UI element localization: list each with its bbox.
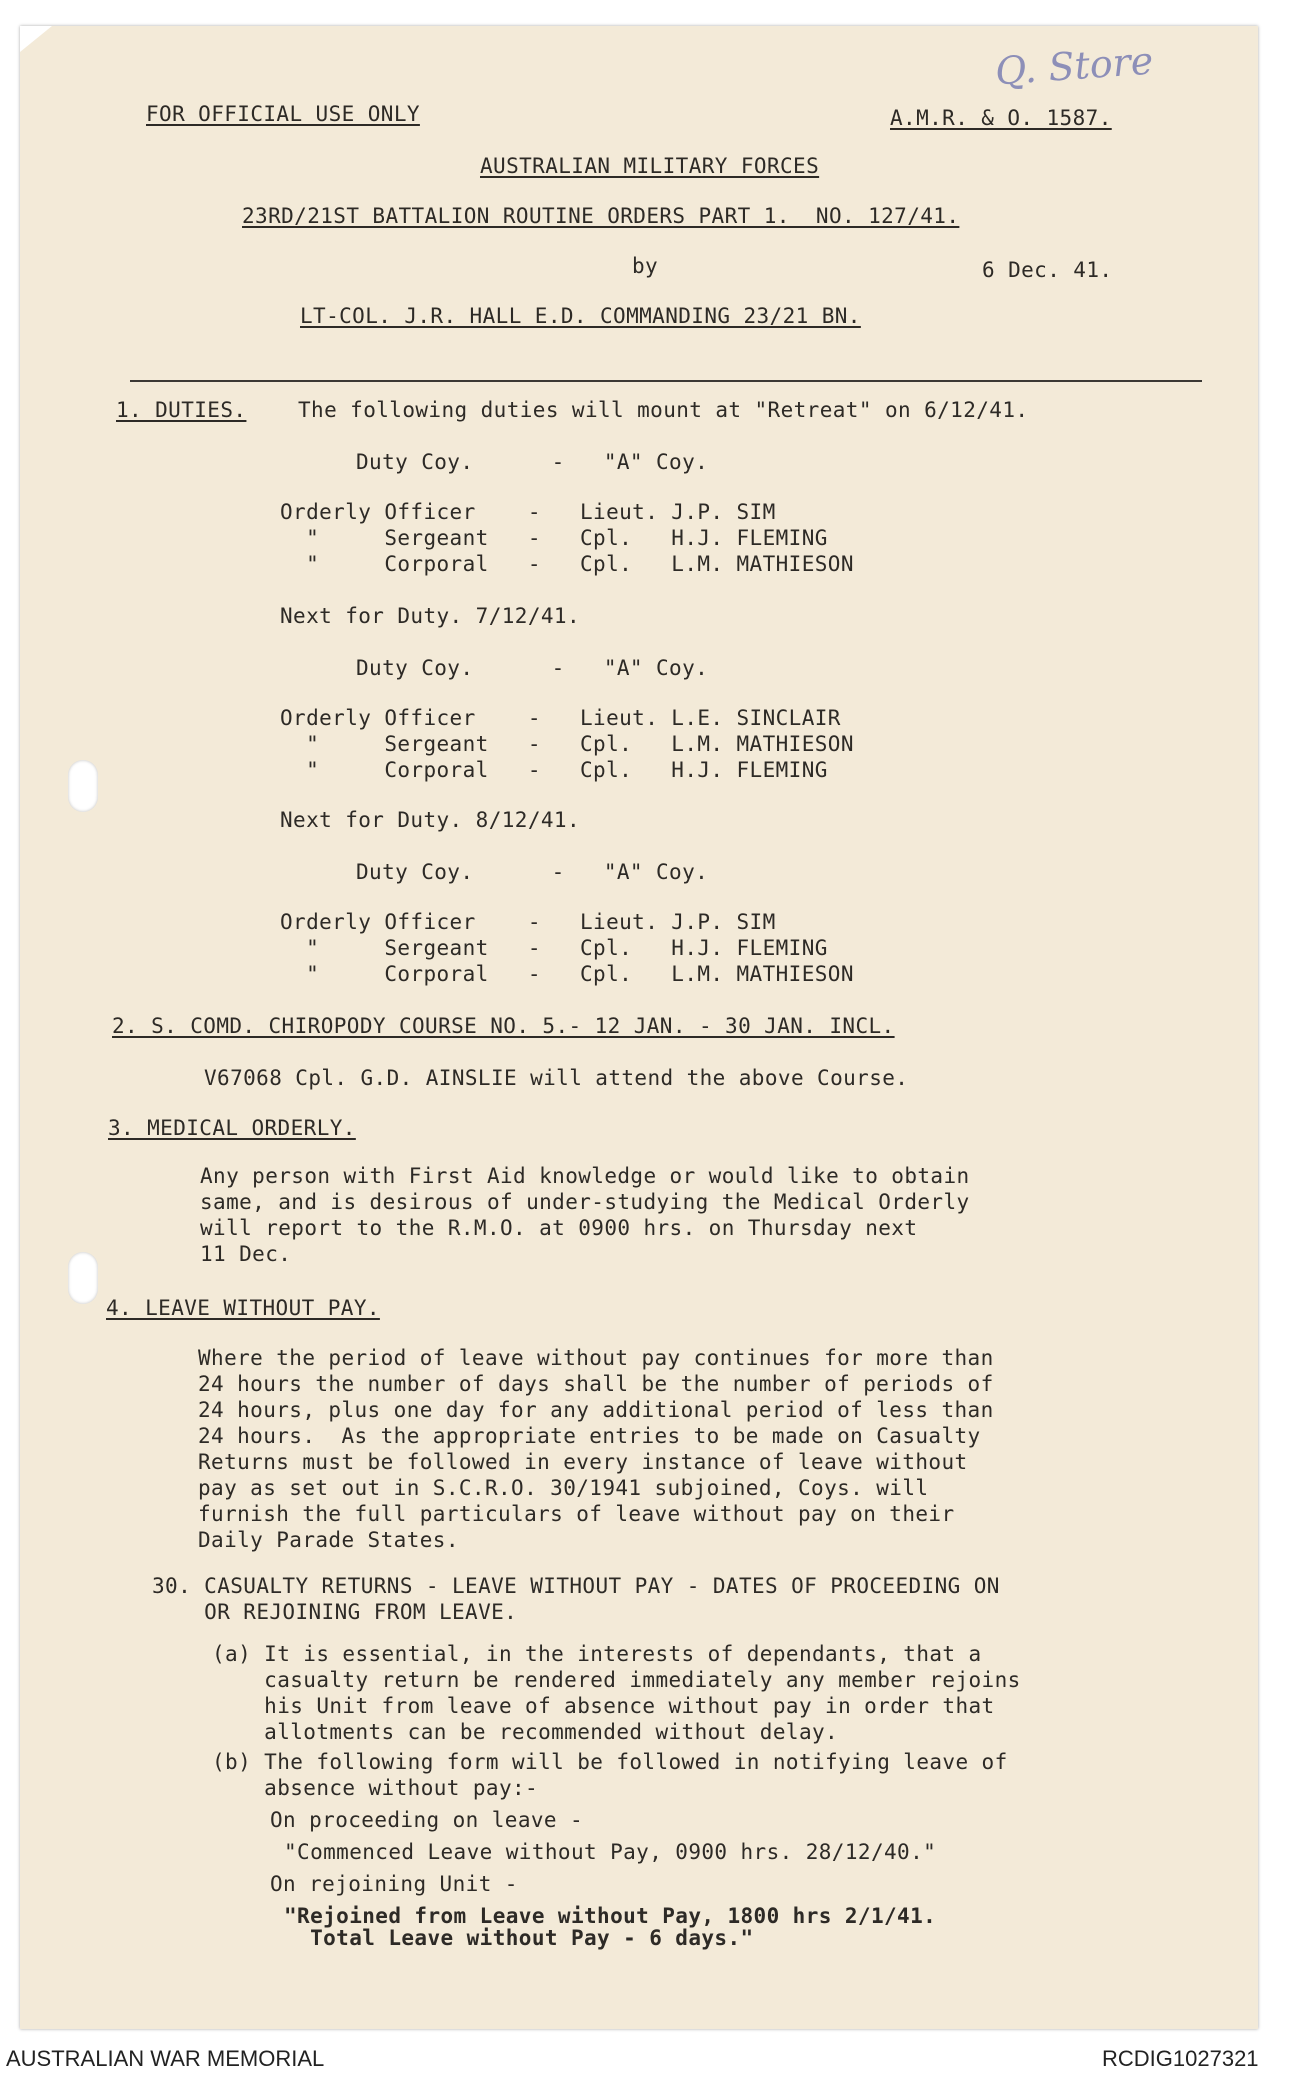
duties-intro: The following duties will mount at "Retreat" on 6/12/41. [298,398,1029,422]
para-a-line: his Unit from leave of absence without pay in order that [212,1694,995,1718]
duty-coy-line: Duty Coy. - "A" Coy. [356,860,709,884]
scro-heading: 30. CASUALTY RETURNS - LEAVE WITHOUT PAY - DATES OF PROCEEDING ON [152,1574,1000,1598]
medical-line: Any person with First Aid knowledge or would like to obtain [200,1164,970,1188]
duty-roster-row: " Sergeant - Cpl. H.J. FLEMING [280,526,828,550]
rejoining-text: "Rejoined from Leave without Pay, 1800 hrs 2/1/41. [284,1904,937,1928]
next-duty-line: Next for Duty. 8/12/41. [280,808,580,832]
by-label: by [632,254,659,278]
scro-heading: OR REJOINING FROM LEAVE. [152,1600,518,1624]
duty-roster-row: " Sergeant - Cpl. H.J. FLEMING [280,936,828,960]
para-b-line: absence without pay:- [212,1776,539,1800]
rejoining-label: On rejoining Unit - [270,1872,518,1896]
duty-roster-row: " Corporal - Cpl. H.J. FLEMING [280,758,828,782]
leave-line: 24 hours. As the appropriate entries to be made on Casualty [198,1424,981,1448]
duty-roster-row: " Corporal - Cpl. L.M. MATHIESON [280,552,854,576]
header-rule [130,380,1202,382]
commanding-officer: LT-COL. J.R. HALL E.D. COMMANDING 23/21 BN. [300,304,861,328]
para-b-line: (b) The following form will be followed in notifying leave of [212,1750,1008,1774]
leave-line: Daily Parade States. [198,1528,459,1552]
punch-hole-bottom [68,1252,98,1304]
leave-line: Where the period of leave without pay continues for more than [198,1346,994,1370]
pencil-annotation: Q. Store [993,38,1155,94]
duty-roster-row: " Corporal - Cpl. L.M. MATHIESON [280,962,854,986]
para-a-line: (a) It is essential, in the interests of dependants, that a [212,1642,982,1666]
title-forces: AUSTRALIAN MILITARY FORCES [480,154,820,178]
document-page [20,26,1258,2029]
order-date: 6 Dec. 41. [982,258,1113,282]
proceeding-text: "Commenced Leave without Pay, 0900 hrs. 28/12/40." [284,1840,937,1864]
leave-line: pay as set out in S.C.R.O. 30/1941 subjoined, Coys. will [198,1476,929,1500]
leave-line: Returns must be followed in every instance of leave without [198,1450,968,1474]
medical-line: 11 Dec. [200,1242,292,1266]
archive-reference: RCDIG1027321 [1102,2046,1259,2071]
archive-credit: AUSTRALIAN WAR MEMORIAL [6,2046,325,2071]
para-a-line: allotments can be recommended without delay. [212,1720,839,1744]
title-battalion-orders: 23RD/21ST BATTALION ROUTINE ORDERS PART 1. NO. 127/41. [242,204,960,228]
rejoining-text: Total Leave without Pay - 6 days." [284,1926,754,1950]
duty-roster-row: Orderly Officer - Lieut. J.P. SIM [280,500,776,524]
duty-roster-row: Orderly Officer - Lieut. L.E. SINCLAIR [280,706,841,730]
leave-line: 24 hours the number of days shall be the number of periods of [198,1372,994,1396]
medical-heading: 3. MEDICAL ORDERLY. [108,1116,356,1140]
official-use-label: FOR OFFICIAL USE ONLY [146,102,420,126]
next-duty-line: Next for Duty. 7/12/41. [280,604,580,628]
chiropody-heading: 2. S. COMD. CHIROPODY COURSE NO. 5.- 12 JAN. - 30 JAN. INCL. [112,1014,895,1038]
duty-coy-line: Duty Coy. - "A" Coy. [356,450,709,474]
proceeding-label: On proceeding on leave - [270,1808,584,1832]
punch-hole-top [68,760,98,812]
medical-line: will report to the R.M.O. at 0900 hrs. on Thursday next [200,1216,918,1240]
chiropody-text: V67068 Cpl. G.D. AINSLIE will attend the above Course. [204,1066,909,1090]
duty-roster-row: Orderly Officer - Lieut. J.P. SIM [280,910,776,934]
leave-heading: 4. LEAVE WITHOUT PAY. [106,1296,380,1320]
para-a-line: casualty return be rendered immediately any member rejoins [212,1668,1021,1692]
medical-line: same, and is desirous of under-studying the Medical Orderly [200,1190,970,1214]
duty-coy-line: Duty Coy. - "A" Coy. [356,656,709,680]
document-reference: A.M.R. & O. 1587. [890,106,1112,130]
leave-line: 24 hours, plus one day for any additional period of less than [198,1398,994,1422]
leave-line: furnish the full particulars of leave without pay on their [198,1502,955,1526]
duty-roster-row: " Sergeant - Cpl. L.M. MATHIESON [280,732,854,756]
duties-heading: 1. DUTIES. [116,398,247,422]
